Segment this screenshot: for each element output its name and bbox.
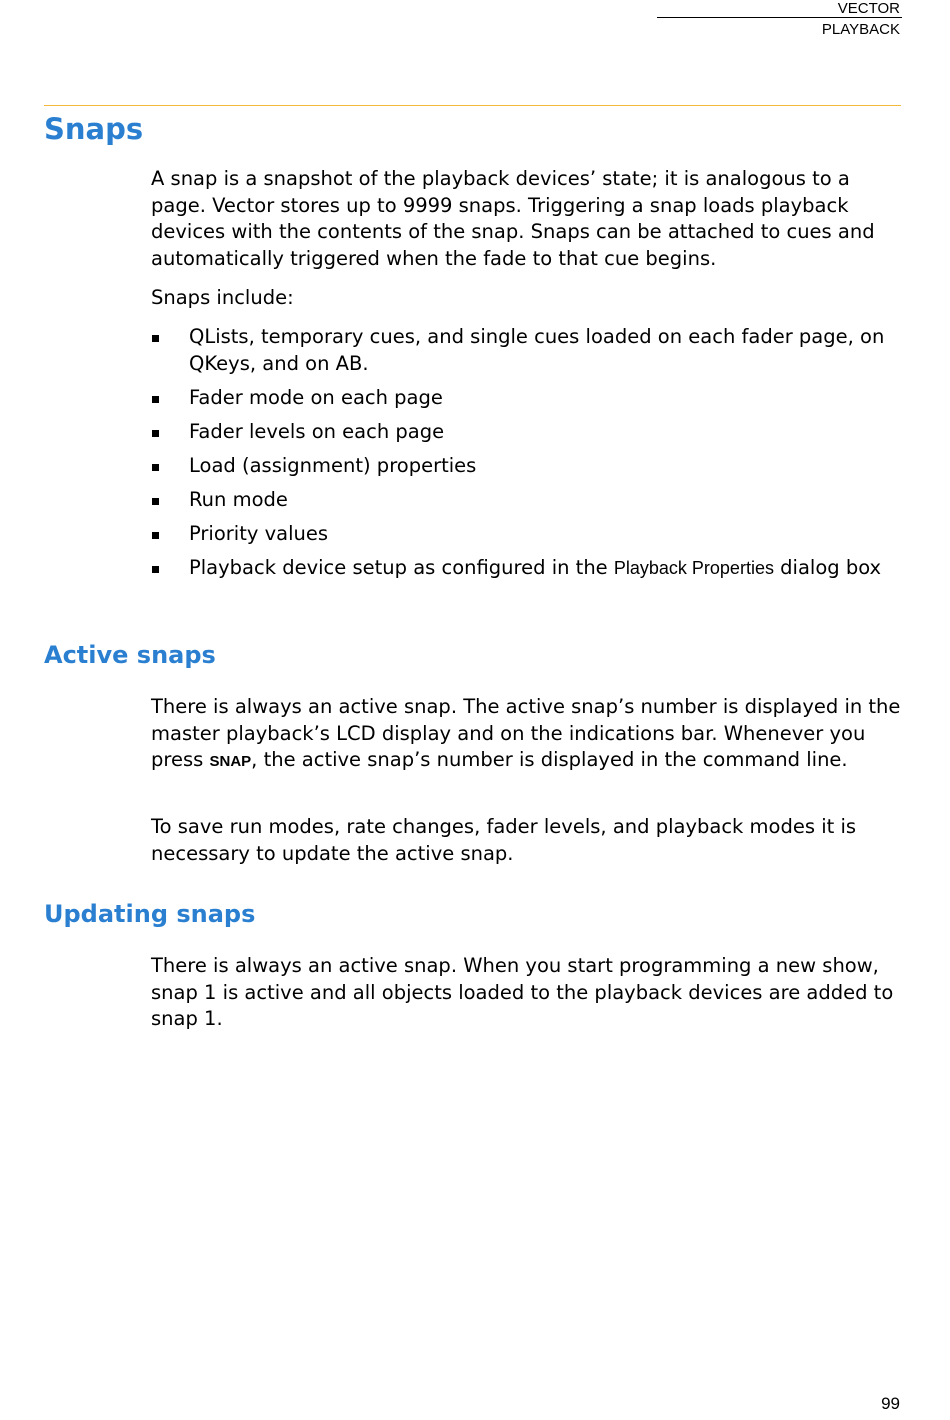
running-header-section: PLAYBACK [821, 21, 900, 38]
active-snaps-text-before: There is always an active snap. The active snap’s number is displayed in the master playback’s LCD display and on the indications bar. Whenever you press [151, 695, 901, 771]
list-item [151, 555, 903, 582]
list-item-text-before: Playback device setup as configured in the [189, 555, 614, 579]
list-item [151, 419, 903, 446]
square-bullet-icon [152, 464, 159, 471]
snaps-include-list [151, 324, 903, 589]
active-snaps-text-after: , the active snap’s number is displayed in the command line. [251, 748, 848, 771]
updating-snaps-paragraph: There is always an active snap. When you start programming a new show, snap 1 is active and all objects loaded to the playback devices are added to snap 1. [151, 954, 894, 1030]
ui-reference-playback-properties: Playback Properties [613, 557, 774, 578]
list-item-text: QLists, temporary cues, and single cues loaded on each fader page, on QKeys, and on AB. [189, 325, 885, 375]
section-title-updating-snaps: Updating snaps [44, 900, 256, 928]
section-title-active-snaps: Active snaps [44, 641, 216, 669]
snaps-include-label: Snaps include: [151, 286, 294, 309]
section-title-snaps: Snaps [44, 112, 144, 146]
page-number: 99 [881, 1394, 900, 1413]
list-item-text: Run mode [189, 487, 288, 511]
square-bullet-icon [152, 430, 159, 437]
snaps-intro-paragraph: A snap is a snapshot of the playback devices’ state; it is analogous to a page. Vector stores up to 9999 snaps. Triggering a snap loads playback devices with the contents of the snap. Snaps can be attached to cues and automatically triggered when the fade to that cue begins. [151, 167, 875, 270]
list-item-text: Fader levels on each page [189, 419, 445, 443]
list-item-text: Fader mode on each page [189, 385, 443, 409]
list-item-text-after: dialog box [773, 555, 882, 579]
list-item [151, 385, 903, 412]
running-header-chapter: VECTOR [837, 0, 900, 17]
section-accent-rule [44, 105, 901, 106]
active-snaps-paragraph-2: To save run modes, rate changes, fader levels, and playback modes it is necessary to update the active snap. [151, 815, 857, 865]
list-item [151, 487, 903, 514]
active-snaps-paragraph-1 [151, 694, 903, 776]
snap-key-reference: SNAP [209, 753, 252, 770]
square-bullet-icon [152, 532, 159, 539]
square-bullet-icon [152, 498, 159, 505]
list-item [151, 453, 903, 480]
list-item-text: Load (assignment) properties [189, 453, 477, 477]
square-bullet-icon [152, 335, 159, 342]
running-header-rule [657, 17, 902, 18]
list-item-text: Priority values [189, 521, 329, 545]
list-item [151, 521, 903, 548]
square-bullet-icon [152, 566, 159, 573]
square-bullet-icon [152, 396, 159, 403]
list-item [151, 324, 903, 377]
